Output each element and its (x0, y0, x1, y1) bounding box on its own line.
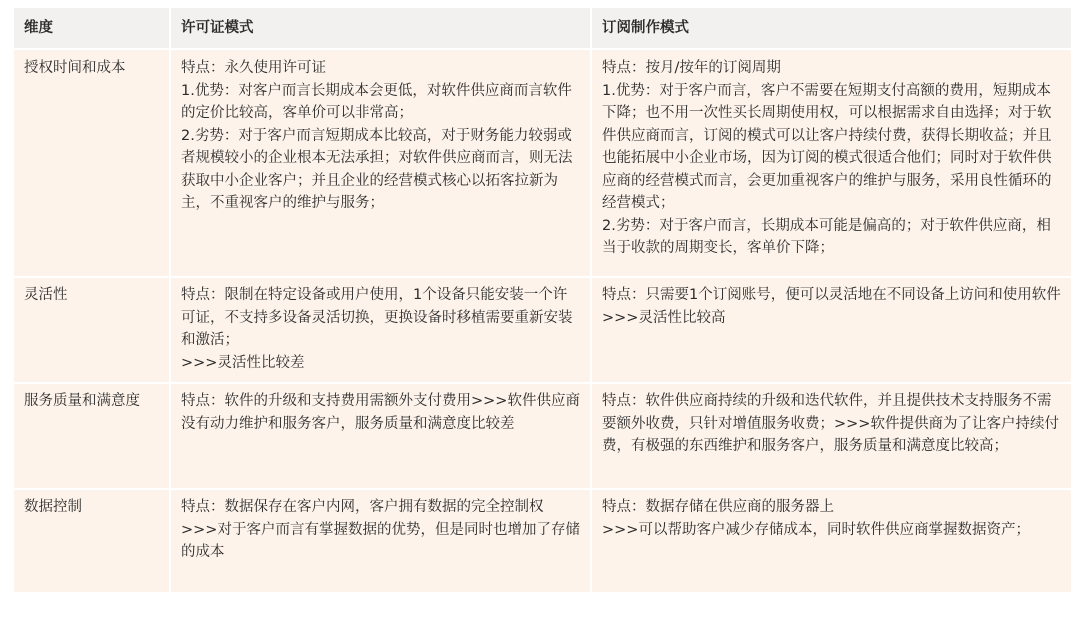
license-cell (170, 277, 591, 383)
row-dimension-cell: 服务质量和满意度 (14, 383, 170, 489)
comparison-table-wrapper (14, 8, 1071, 594)
cell-text-line: 特点：只需要1个订阅账号，便可以灵活地在不同设备上访问和使用软件 (602, 287, 1061, 303)
cell-text-line: 2.劣势：对于客户而言，长期成本可能是偏高的；对于软件供应商，相当于收款的周期变长，客单价下降； (602, 217, 1051, 256)
cell-text-line: 1.优势：对客户而言长期成本会更低，对软件供应商而言软件的定价比较高，客单价可以非常高； (181, 82, 572, 121)
cell-text-line: 特点：软件的升级和支持费用需额外支付费用>>>软件供应商没有动力维护和服务客户，服务质量和满意度比较差 (181, 393, 580, 432)
license-cell (170, 49, 591, 277)
subscription-cell (591, 49, 1071, 277)
table-header-row (14, 8, 1071, 49)
cell-text-line: >>>可以帮助客户减少存储成本，同时软件供应商掌握数据资产； (602, 521, 1030, 538)
header-license-mode: 许可证模式 (170, 8, 591, 49)
header-dimension: 维度 (14, 8, 170, 49)
cell-text-line: 特点：数据存储在供应商的服务器上 (602, 499, 834, 515)
cell-text-line: 1.优势：对于客户而言，客户不需要在短期支付高额的费用，短期成本下降；也不用一次性买长周期使用权，可以根据需求自由选择；对于软件供应商而言，订阅的模式可以让客户持续付费，获得长期收益；并且也能拓展中小企业市场，因为订阅的模式很适合他们；同时对于软件供应商的经营模式而言，会更加重视客户的维护与服务，采用良性循环的经营模式； (602, 82, 1052, 211)
subscription-cell (591, 277, 1071, 383)
row-dimension-cell: 灵活性 (14, 277, 170, 383)
table-row (14, 49, 1071, 277)
comparison-table (14, 8, 1071, 594)
cell-text-line: >>>对于客户而言有掌握数据的优势，但是同时也增加了存储的成本 (181, 521, 580, 560)
header-subscription-mode: 订阅制作模式 (591, 8, 1071, 49)
cell-text-line: 2.劣势：对于客户而言短期成本比较高，对于财务能力较弱或者规模较小的企业根本无法承担；对软件供应商而言，则无法获取中小企业客户；并且企业的经营模式核心以拓客拉新为主，不重视客户的维护与服务； (181, 127, 573, 211)
cell-text-line: 特点：永久使用许可证 (181, 60, 326, 76)
subscription-cell (591, 383, 1071, 489)
license-cell (170, 383, 591, 489)
cell-text-line: 特点：软件供应商持续的升级和迭代软件，并且提供技术支持服务不需要额外收费，只针对增值服务收费；>>>软件提供商为了让客户持续付费，有极强的东西维护和服务客户，服务质量和满意度比较高； (602, 393, 1059, 454)
row-dimension-cell: 授权时间和成本 (14, 49, 170, 277)
table-row (14, 383, 1071, 489)
license-cell (170, 489, 591, 593)
subscription-cell (591, 489, 1071, 593)
cell-text-line: >>>灵活性比较高 (602, 309, 726, 326)
cell-text-line: 特点：按月/按年的订阅周期 (602, 60, 781, 76)
table-row (14, 277, 1071, 383)
row-dimension-cell: 数据控制 (14, 489, 170, 593)
cell-text-line: >>>灵活性比较差 (181, 354, 305, 371)
cell-text-line: 特点：数据保存在客户内网，客户拥有数据的完全控制权 (181, 499, 544, 515)
cell-text-line: 特点：限制在特定设备或用户使用，1个设备只能安装一个许可证，不支持多设备灵活切换，更换设备时移植需要重新安装和激活； (181, 287, 573, 348)
table-row (14, 489, 1071, 593)
